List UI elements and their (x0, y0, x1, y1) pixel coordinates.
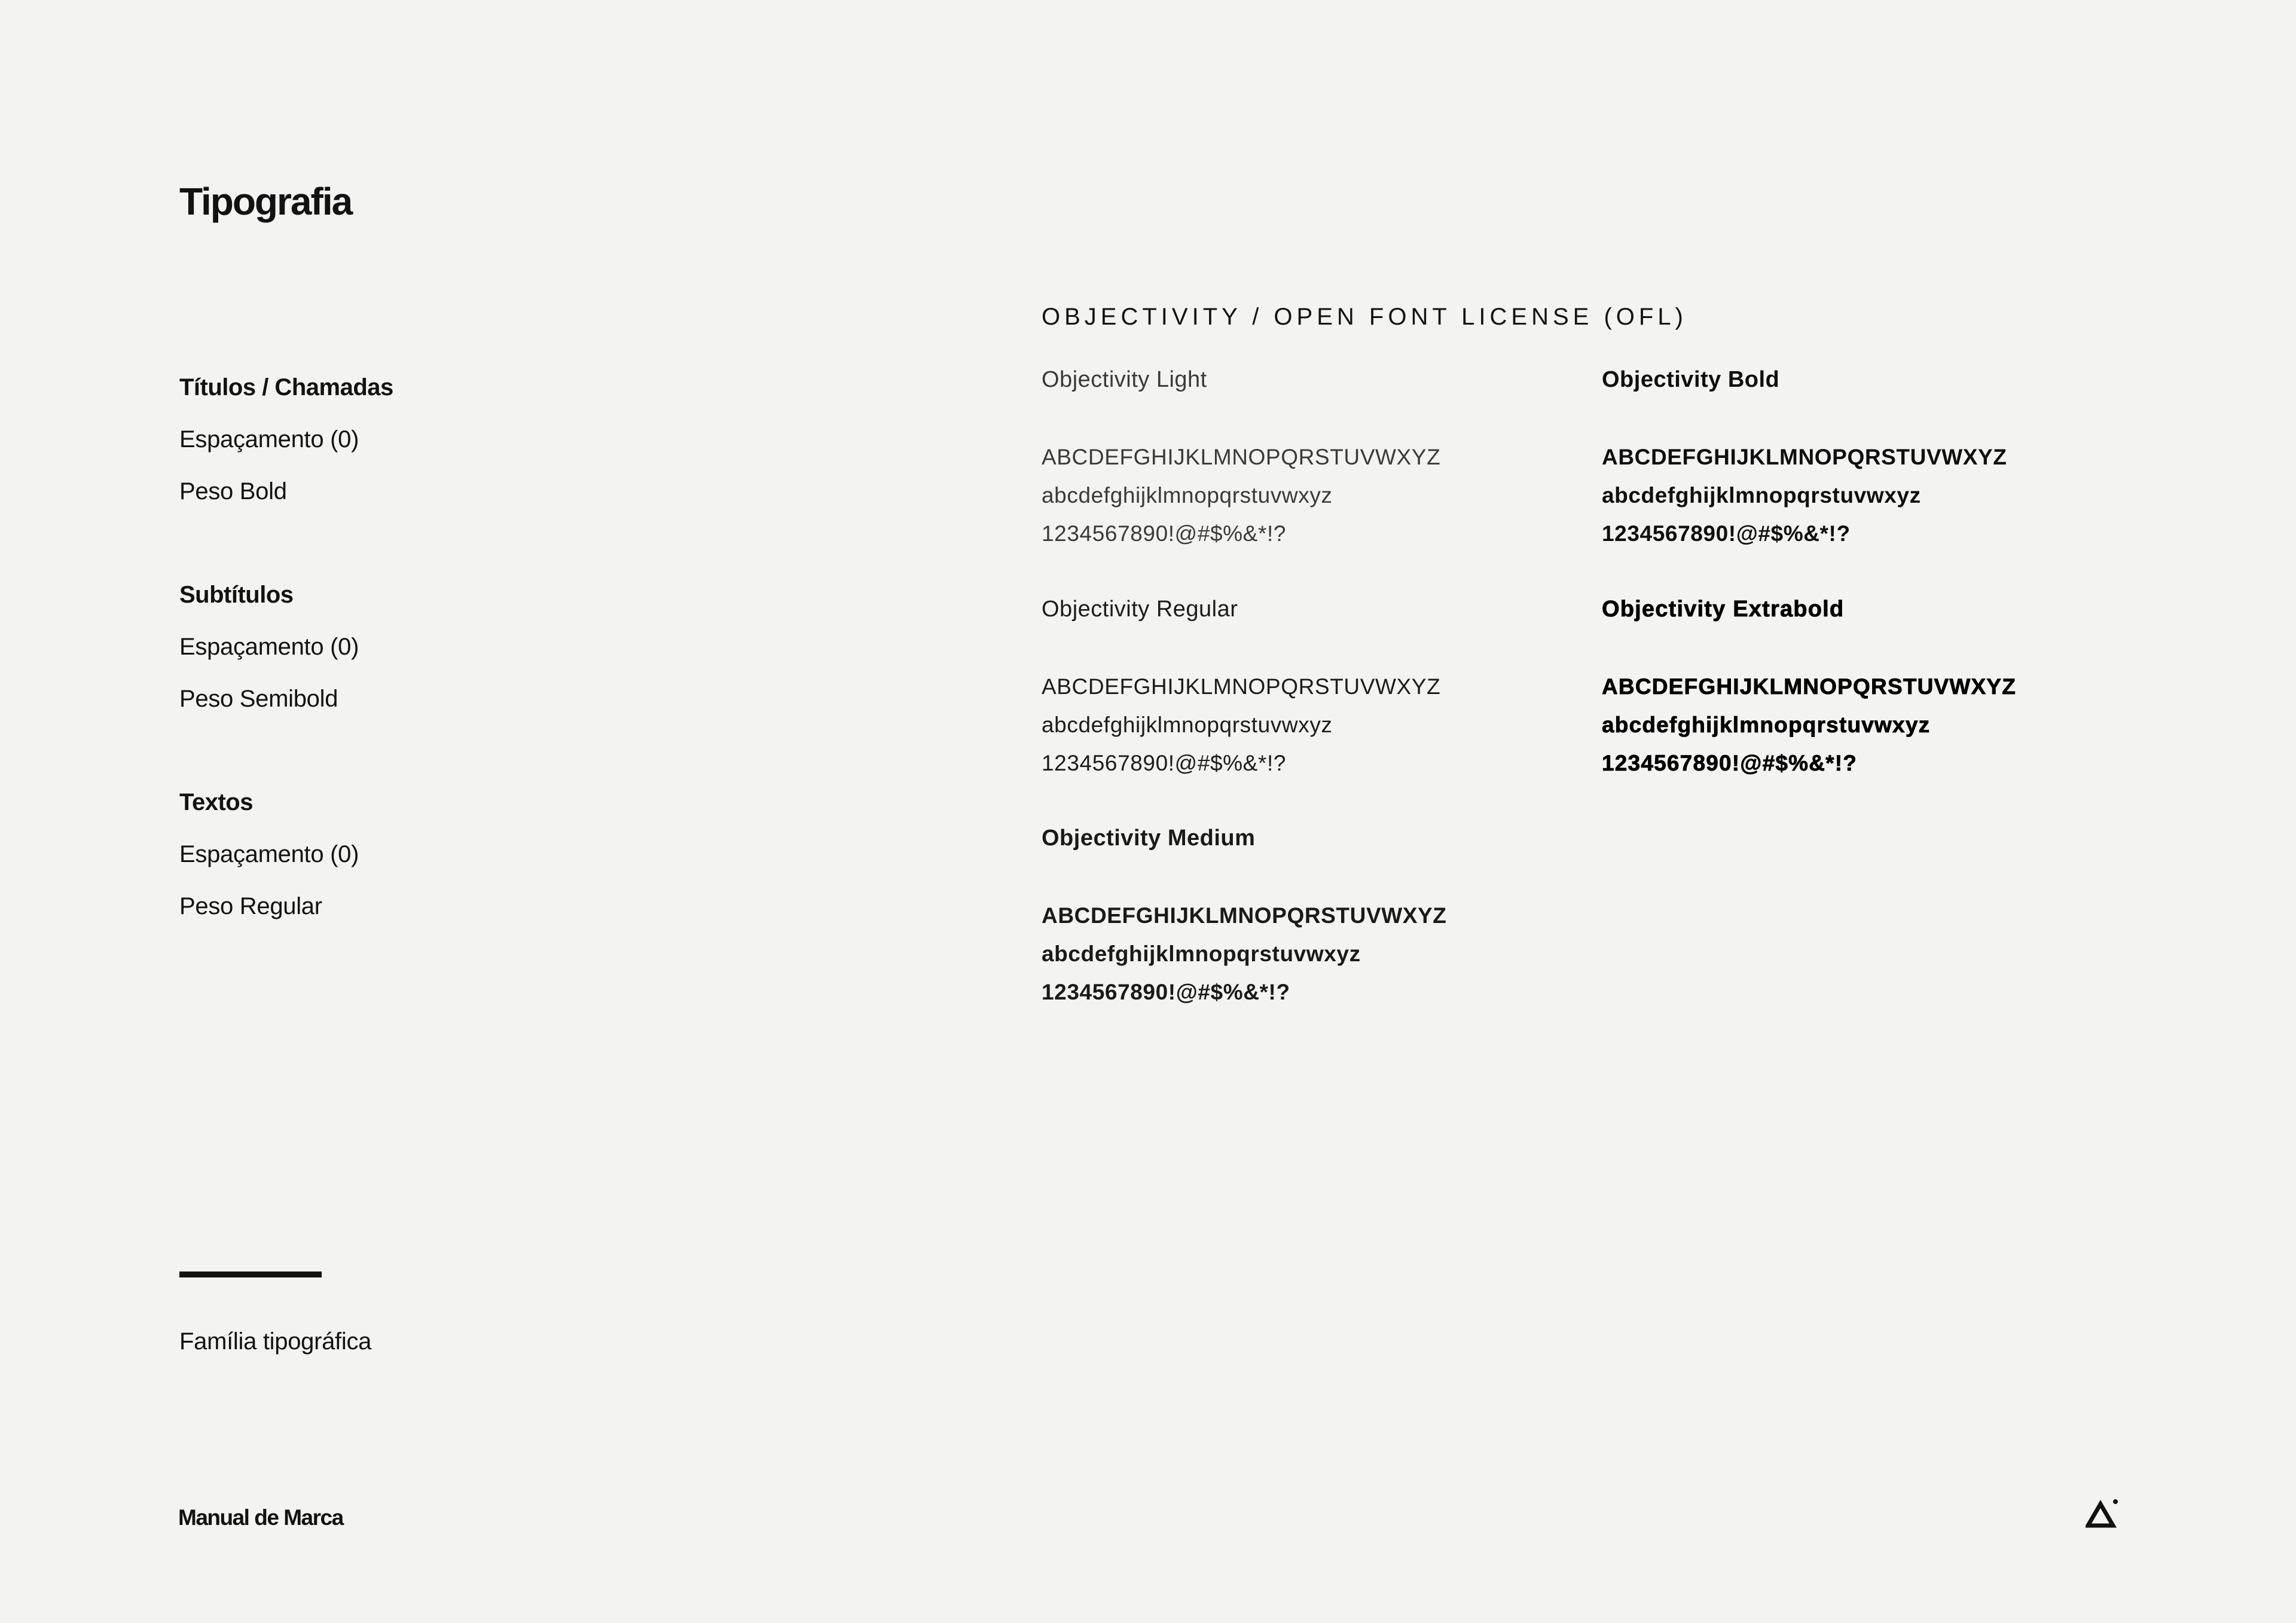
spec-heading-texts: Textos (179, 789, 253, 815)
weight-name-extrabold: Objectivity Extrabold (1602, 597, 1845, 622)
sample-upper-light: ABCDEFGHIJKLMNOPQRSTUVWXYZ (1042, 445, 1441, 469)
spec-heading-subtitles: Subtítulos (179, 582, 294, 608)
font-license-title: OBJECTIVITY / OPEN FONT LICENSE (OFL) (1042, 304, 1687, 330)
sample-digits-medium: 1234567890!@#$%&*!? (1042, 980, 1290, 1004)
section-divider (179, 1271, 322, 1277)
spec-weight-titles: Peso Bold (179, 478, 287, 505)
sample-lower-medium: abcdefghijklmnopqrstuvwxyz (1042, 942, 1361, 966)
sample-lower-extrabold: abcdefghijklmnopqrstuvwxyz (1602, 713, 1931, 737)
sample-upper-medium: ABCDEFGHIJKLMNOPQRSTUVWXYZ (1042, 903, 1447, 928)
section-label: Família tipográfica (179, 1328, 372, 1355)
sample-digits-regular: 1234567890!@#$%&*!? (1042, 751, 1287, 775)
triangle-dot-logo-icon (2086, 1498, 2119, 1529)
sample-digits-light: 1234567890!@#$%&*!? (1042, 521, 1287, 546)
page-title: Tipografia (179, 180, 352, 223)
sample-lower-regular: abcdefghijklmnopqrstuvwxyz (1042, 713, 1333, 737)
spec-heading-titles: Títulos / Chamadas (179, 374, 393, 401)
spec-spacing-texts: Espaçamento (0) (179, 841, 359, 867)
sample-lower-bold: abcdefghijklmnopqrstuvwxyz (1602, 483, 1921, 508)
sample-digits-bold: 1234567890!@#$%&*!? (1602, 521, 1851, 546)
sample-upper-extrabold: ABCDEFGHIJKLMNOPQRSTUVWXYZ (1602, 674, 2017, 699)
sample-upper-bold: ABCDEFGHIJKLMNOPQRSTUVWXYZ (1602, 445, 2007, 469)
weight-name-medium: Objectivity Medium (1042, 826, 1256, 851)
spec-weight-texts: Peso Regular (179, 893, 322, 919)
footer-brand: Manual de Marca (178, 1505, 343, 1530)
weight-name-light: Objectivity Light (1042, 367, 1207, 392)
weight-name-bold: Objectivity Bold (1602, 367, 1780, 392)
spec-spacing-titles: Espaçamento (0) (179, 426, 359, 453)
spec-spacing-subtitles: Espaçamento (0) (179, 634, 359, 660)
weight-name-regular: Objectivity Regular (1042, 597, 1238, 622)
sample-upper-regular: ABCDEFGHIJKLMNOPQRSTUVWXYZ (1042, 674, 1441, 699)
sample-lower-light: abcdefghijklmnopqrstuvwxyz (1042, 483, 1333, 508)
spec-weight-subtitles: Peso Semibold (179, 686, 338, 712)
sample-digits-extrabold: 1234567890!@#$%&*!? (1602, 751, 1858, 775)
